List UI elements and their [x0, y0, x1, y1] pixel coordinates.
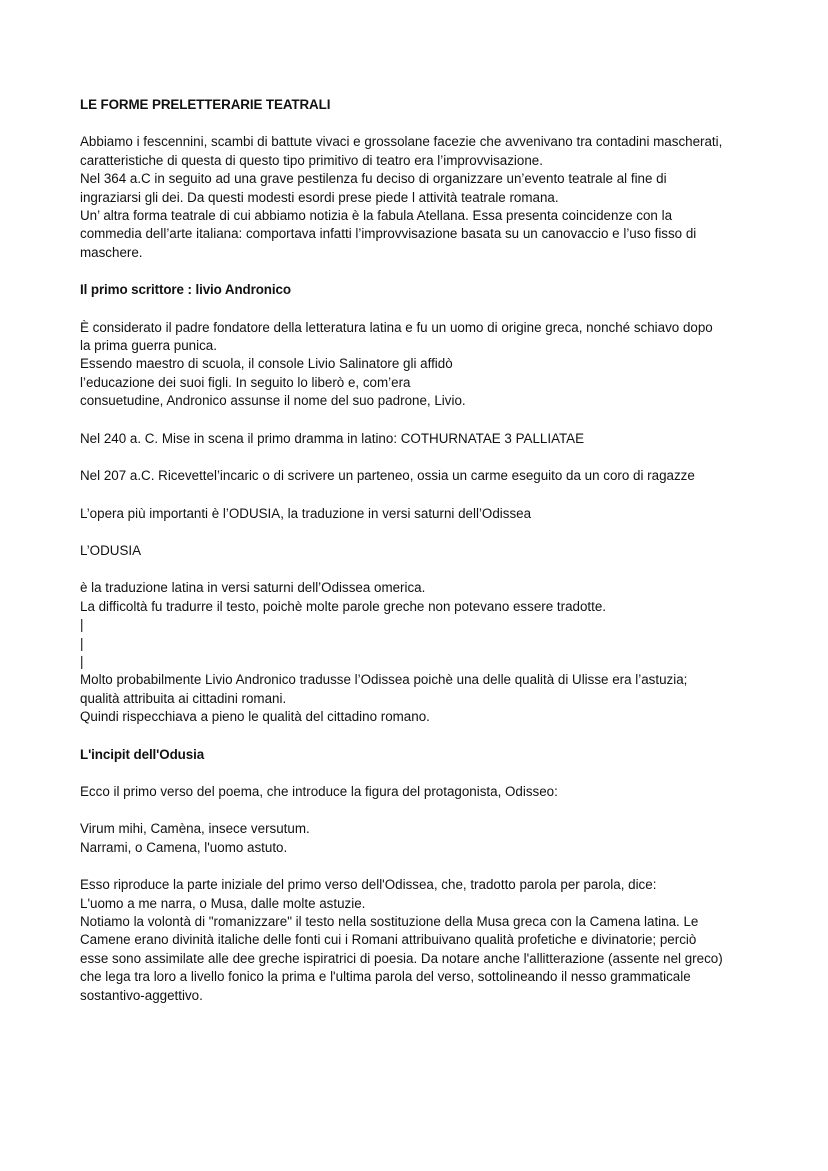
text-line: maschere.	[80, 244, 143, 260]
subheading-odusia: L’ODUSIA	[80, 542, 142, 558]
text-line: Essendo maestro di scuola, il console Livio Salinatore gli affidò	[80, 356, 453, 372]
text-line: esse sono assimilate alle dee greche ispiratrici di poesia. Da notare anche l'allitterazione (assente nel greco)	[80, 950, 723, 966]
verse-translation: Narrami, o Camena, l'uomo astuto.	[80, 839, 288, 855]
text-line: commedia dell’arte italiana: comportava infatti l’improvvisazione basata su un canovaccio e l’uso fisso di	[80, 226, 697, 242]
text-line: Nel 364 a.C in seguito ad una grave pestilenza fu deciso di organizzare un’evento teatrale al fine di	[80, 171, 667, 187]
text-line: consuetudine, Andronico assunse il nome del suo padrone, Livio.	[80, 393, 466, 409]
text-line: sostantivo-aggettivo.	[80, 987, 203, 1003]
text-line: Esso riproduce la parte iniziale del primo verso dell'Odissea, che, tradotto parola per parola, dice:	[80, 877, 657, 893]
section-heading-forme-preletterarie: LE FORME PRELETTERARIE TEATRALI	[80, 97, 331, 112]
text-line: Abbiamo i fescennini, scambi di battute vivaci e grossolane facezie che avvenivano tra contadini mascherati,	[80, 134, 723, 150]
text-line: Un’ altra forma teatrale di cui abbiamo notizia è la fabula Atellana. Essa presenta coincidenze con la	[80, 208, 673, 224]
text-line: qualità attribuita ai cittadini romani.	[80, 690, 287, 706]
arrow-bar: |	[80, 617, 84, 633]
text-line: La difficoltà fu tradurre il testo, poichè molte parole greche non potevano essere tradotte.	[80, 598, 607, 614]
arrow-bar: |	[80, 653, 84, 669]
text-line: Molto probabilmente Livio Andronico tradusse l’Odissea poichè una delle qualità di Ulisse era l’astuzia;	[80, 672, 688, 688]
text-line: È considerato il padre fondatore della letteratura latina e fu un uomo di origine greca, nonché schiavo dopo	[80, 319, 713, 335]
text-line: l’educazione dei suoi figli. In seguito lo liberò e, com’era	[80, 374, 411, 390]
text-line: è la traduzione latina in versi saturni dell’Odissea omerica.	[80, 580, 426, 596]
text-line: L'uomo a me narra, o Musa, dalle molte astuzie.	[80, 895, 366, 911]
text-line: Nel 207 a.C. Ricevettel’incaric o di scrivere un parteneo, ossia un carme eseguito da un coro di ragazze	[80, 468, 695, 484]
text-line: caratteristiche di questa di questo tipo primitivo di teatro era l’improvvisazione.	[80, 152, 543, 168]
text-line: ingraziarsi gli dei. Da questi modesti esordi prese piede l attività teatrale romana.	[80, 189, 559, 205]
text-line: che lega tra loro a livello fonico la prima e l'ultima parola del verso, sottolineando il nesso grammaticale	[80, 969, 691, 985]
section-heading-incipit: L'incipit dell'Odusia	[80, 746, 205, 762]
section-heading-primo-scrittore: Il primo scrittore : livio Andronico	[80, 282, 291, 298]
document-page	[80, 96, 770, 1005]
latin-verse: Virum mihi, Camèna, insece versutum.	[80, 821, 310, 837]
arrow-bar: |	[80, 635, 84, 651]
text-line: la prima guerra punica.	[80, 338, 217, 354]
text-line: Ecco il primo verso del poema, che introduce la figura del protagonista, Odisseo:	[80, 783, 558, 799]
text-line: Quindi rispecchiava a pieno le qualità del cittadino romano.	[80, 709, 430, 725]
text-line: Camene erano divinità italiche delle fonti cui i Romani attribuivano qualità profetiche e divinatorie; perciò	[80, 932, 697, 948]
text-line: L’opera più importanti è l’ODUSIA, la traduzione in versi saturni dell’Odissea	[80, 505, 532, 521]
text-line: Notiamo la volontà di "romanizzare" il testo nella sostituzione della Musa greca con la Camena latina. Le	[80, 914, 699, 929]
text-line: Nel 240 a. C. Mise in scena il primo dramma in latino: COTHURNATAE 3 PALLIATAE	[80, 430, 585, 446]
